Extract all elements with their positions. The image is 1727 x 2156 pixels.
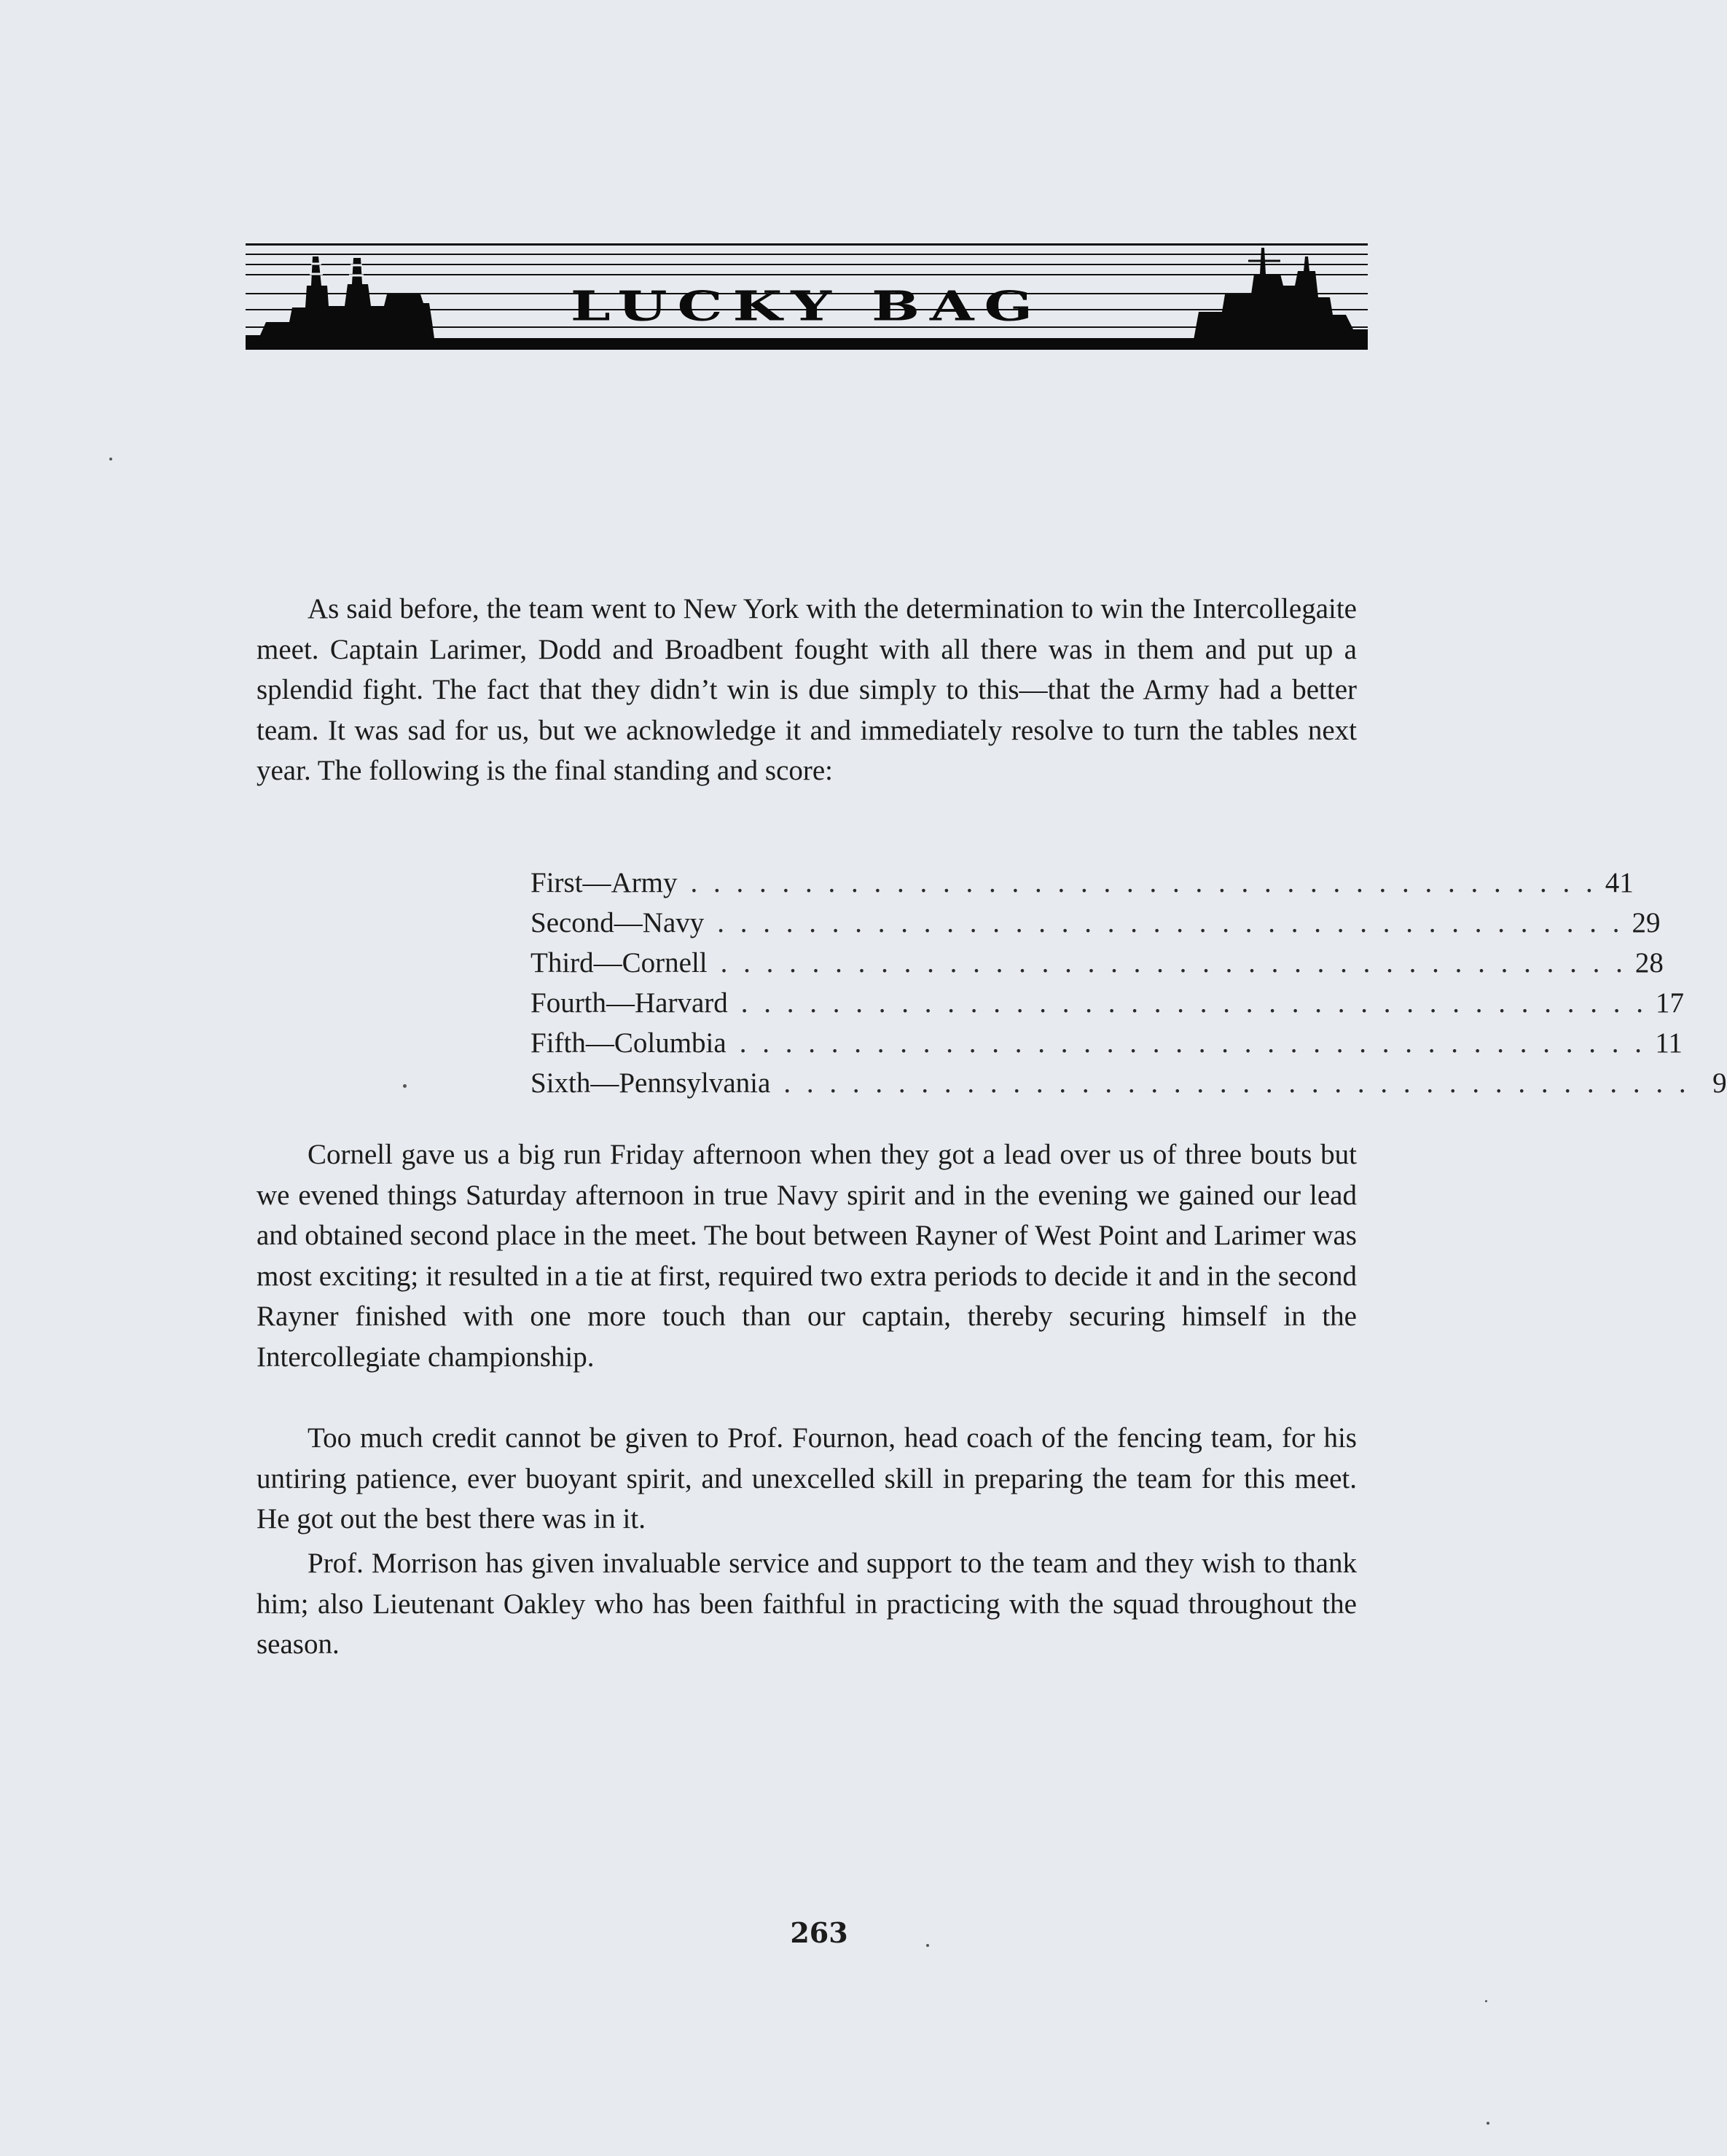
standing-row bbox=[530, 903, 1661, 943]
standing-row bbox=[530, 943, 1664, 983]
paragraph-morrison: Prof. Morrison has given invaluable service and support to the team and they wish to thank him; also Lieutenant Oakley who has been faithful in practicing with the squad throughout the season. bbox=[256, 1548, 1357, 1660]
dot-leader: . . . . . . . . . . . . . . . . . . . . . . . . . . . . . . . . . . . . . . . . bbox=[740, 987, 1648, 1019]
standing-place: Fifth—Columbia bbox=[530, 1027, 727, 1059]
masthead-banner bbox=[246, 242, 1368, 350]
dot-leader: . . . . . . . . . . . . . . . . . . . . . . . . . . . . . . . . . . . . . . . . bbox=[720, 947, 1627, 979]
paragraph-intro: As said before, the team went to New York with the determination to win the Intercollegaite meet. Captain Larimer, Dodd and Broadbent fought with all there was in them and put up a splendid fight. The fact that they didn’t win is due simply to this—that the Army had a better team. It was sad for us, but we acknowledge it and immediately resolve to turn the tables next year. The following is the final standing and score: bbox=[256, 593, 1357, 786]
dot-leader: . . . . . . . . . . . . . . . . . . . . . . . . . . . . . . . . . . . . . . . . bbox=[783, 1067, 1691, 1099]
standing-place: Sixth—Pennsylvania bbox=[530, 1067, 771, 1099]
standings-table bbox=[530, 863, 1727, 1103]
paper-speck bbox=[403, 1084, 407, 1088]
paper-speck bbox=[109, 458, 112, 460]
standing-row bbox=[530, 1063, 1727, 1103]
standing-place: Fourth—Harvard bbox=[530, 987, 728, 1019]
page-number: 263 bbox=[790, 1916, 848, 1949]
standing-place: Second—Navy bbox=[530, 907, 705, 938]
standing-row bbox=[530, 863, 1634, 903]
standing-place: First—Army bbox=[530, 867, 678, 898]
paragraph-cornell: Cornell gave us a big run Friday afternoon when they got a lead over us of three bouts but we evened things Saturday afternoon in true Navy spirit and in the evening we gained our lead and obtained second place in the meet. The bout between Rayner of West Point and Larimer was most exciting; it resulted in a tie at first, required two extra periods to decide it and in the second Rayner finished with one more touch than our captain, thereby securing himself in the Intercollegiate championship. bbox=[256, 1139, 1357, 1373]
standing-score: 9 bbox=[1712, 1067, 1727, 1099]
standing-row bbox=[530, 1023, 1683, 1063]
paper-speck bbox=[926, 1944, 929, 1947]
masthead-title: LUCKY BAG bbox=[570, 282, 1043, 331]
standing-score: 17 bbox=[1656, 987, 1685, 1019]
standing-score: 41 bbox=[1605, 867, 1634, 898]
standing-place: Third—Cornell bbox=[530, 947, 708, 979]
standing-score: 29 bbox=[1632, 907, 1661, 938]
paragraph-fournon: Too much credit cannot be given to Prof. Fournon, head coach of the fencing team, for his untiring patience, ever buoyant spirit, and unexcelled skill in preparing the team for this meet. He got out the best there was in it. bbox=[256, 1422, 1357, 1534]
standing-score: 28 bbox=[1634, 947, 1664, 979]
dot-leader: . . . . . . . . . . . . . . . . . . . . . . . . . . . . . . . . . . . . . . . . bbox=[690, 867, 1597, 898]
standing-row bbox=[530, 983, 1685, 1023]
standing-score: 11 bbox=[1655, 1027, 1683, 1059]
dot-leader: . . . . . . . . . . . . . . . . . . . . . . . . . . . . . . . . . . . . . . . . bbox=[739, 1027, 1646, 1059]
paper-speck bbox=[1485, 2000, 1487, 2002]
paper-speck bbox=[1487, 2122, 1489, 2125]
dot-leader: . . . . . . . . . . . . . . . . . . . . . . . . . . . . . . . . . . . . . . . . bbox=[717, 907, 1624, 938]
